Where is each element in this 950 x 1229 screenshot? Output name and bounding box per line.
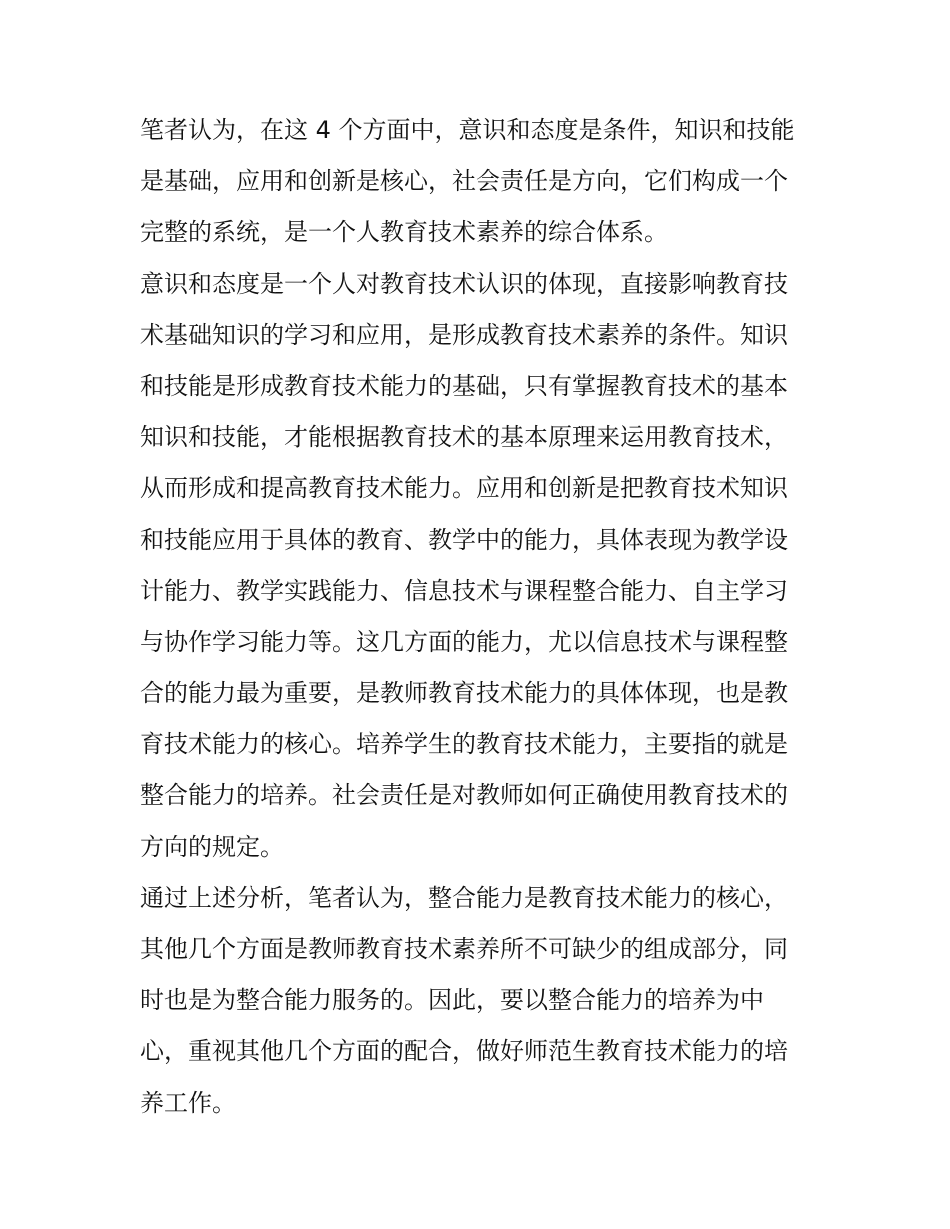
paragraph-line: 和技能应用于具体的教育、教学中的能力，具体表现为教学设 [140, 525, 788, 554]
paragraph-line: 完整的系统，是一个人教育技术素养的综合体系。 [140, 218, 668, 247]
paragraph-line: 与协作学习能力等。这几方面的能力，尤以信息技术与课程整 [140, 627, 788, 656]
paragraph-line: 知识和技能，才能根据教育技术的基本原理来运用教育技术， [140, 423, 788, 452]
paragraph-3 [140, 873, 812, 1129]
paragraph-line: 心，重视其他几个方面的配合，做好师范生教育技术能力的培 [140, 1037, 788, 1066]
document-body [140, 105, 812, 1129]
paragraph-line: 时也是为整合能力服务的。因此，要以整合能力的培养为中 [140, 986, 764, 1015]
paragraph-line: 方向的规定。 [140, 832, 284, 861]
paragraph-line: 育技术能力的核心。培养学生的教育技术能力，主要指的就是 [140, 730, 788, 759]
paragraph-line: 笔者认为，在这 4 个方面中，意识和态度是条件，知识和技能 [140, 116, 795, 144]
paragraph-1 [140, 105, 812, 259]
paragraph-line: 和技能是形成教育技术能力的基础，只有掌握教育技术的基本 [140, 371, 788, 400]
paragraph-line: 从而形成和提高教育技术能力。应用和创新是把教育技术知识 [140, 474, 788, 503]
paragraph-line: 意识和态度是一个人对教育技术认识的体现，直接影响教育技 [140, 269, 788, 298]
paragraph-line: 计能力、教学实践能力、信息技术与课程整合能力、自主学习 [140, 576, 788, 605]
paragraph-line: 整合能力的培养。社会责任是对教师如何正确使用教育技术的 [140, 781, 788, 810]
paragraph-line: 其他几个方面是教师教育技术素养所不可缺少的组成部分，同 [140, 935, 788, 963]
paragraph-line: 是基础，应用和创新是核心，社会责任是方向，它们构成一个 [140, 167, 788, 196]
paragraph-line: 合的能力最为重要，是教师教育技术能力的具体体现，也是教 [140, 679, 788, 708]
paragraph-2 [140, 259, 812, 873]
paragraph-line: 养工作。 [140, 1088, 236, 1117]
paragraph-line: 术基础知识的学习和应用，是形成教育技术素养的条件。知识 [140, 320, 788, 349]
paragraph-line: 通过上述分析，笔者认为，整合能力是教育技术能力的核心， [140, 883, 788, 912]
